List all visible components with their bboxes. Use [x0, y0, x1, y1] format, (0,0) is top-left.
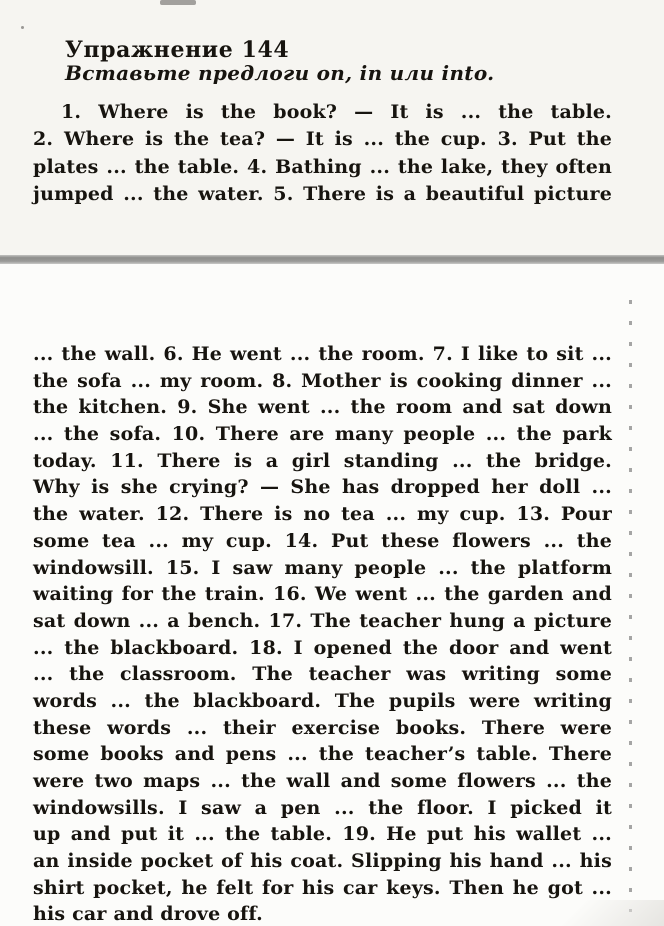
- text-line: the kitchen. 9. She went ... the room and sat down: [33, 396, 612, 419]
- text-line: ... the classroom. The teacher was writing some: [33, 663, 612, 686]
- text-line: ... the sofa. 10. There are many people ... the park: [33, 423, 612, 446]
- exercise-title: Упражнение 144: [65, 36, 290, 63]
- exercise-text-part1: [33, 99, 612, 209]
- text-line: the water. 12. There is no tea ... my cup. 13. Pour: [33, 503, 612, 526]
- exercise-text-part2: [33, 341, 612, 926]
- exercise-instruction: Вставьте предлоги on, in или into.: [65, 61, 495, 85]
- page-scan-upper: [0, 0, 664, 255]
- text-line: windowsills. I saw a pen ... the floor. I picked it: [33, 796, 612, 819]
- text-line: sat down ... a bench. 17. The teacher hung a picture: [33, 609, 612, 632]
- scan-smudge-artifact: [160, 0, 196, 5]
- page-break-divider: [0, 255, 664, 264]
- text-line: up and put it ... the table. 19. He put his wallet ...: [33, 823, 612, 846]
- text-line: words ... the blackboard. The pupils were writing: [33, 689, 612, 712]
- text-line: windowsill. 15. I saw many people ... the platform: [33, 556, 612, 579]
- text-line: Why is she crying? — She has dropped her doll ...: [33, 476, 612, 499]
- text-line: jumped ... the water. 5. There is a beautiful picture: [33, 183, 612, 206]
- text-line: ... the blackboard. 18. I opened the door and went: [33, 636, 612, 659]
- page-scan-lower: [0, 264, 664, 926]
- text-line: 1. Where is the book? — It is ... the table.: [61, 101, 612, 123]
- scan-dot-artifact: [21, 26, 24, 29]
- text-line: today. 11. There is a girl standing ... the bridge.: [33, 449, 612, 472]
- text-line: plates ... the table. 4. Bathing ... the lake, they often: [33, 155, 612, 178]
- text-line: these words ... their exercise books. There were: [33, 716, 612, 739]
- text-line: some books and pens ... the teacher’s table. There: [33, 743, 612, 766]
- text-line: 2. Where is the tea? — It is ... the cup. 3. Put the: [33, 128, 612, 151]
- text-line: his car and drove off.: [33, 903, 263, 926]
- text-line: an inside pocket of his coat. Slipping his hand ... his: [33, 850, 612, 873]
- text-line: some tea ... my cup. 14. Put these flowers ... the: [33, 529, 612, 552]
- text-line: ... the wall. 6. He went ... the room. 7. I like to sit ...: [33, 343, 612, 365]
- text-line: waiting for the train. 16. We went ... the garden and: [33, 583, 612, 606]
- scan-corner-shadow: [514, 900, 664, 926]
- text-line: the sofa ... my room. 8. Mother is cooking dinner ...: [33, 369, 612, 392]
- scan-edge-artifacts: [629, 300, 632, 912]
- text-line: were two maps ... the wall and some flowers ... the: [33, 770, 612, 792]
- text-line: shirt pocket, he felt for his car keys. Then he got ...: [33, 876, 612, 899]
